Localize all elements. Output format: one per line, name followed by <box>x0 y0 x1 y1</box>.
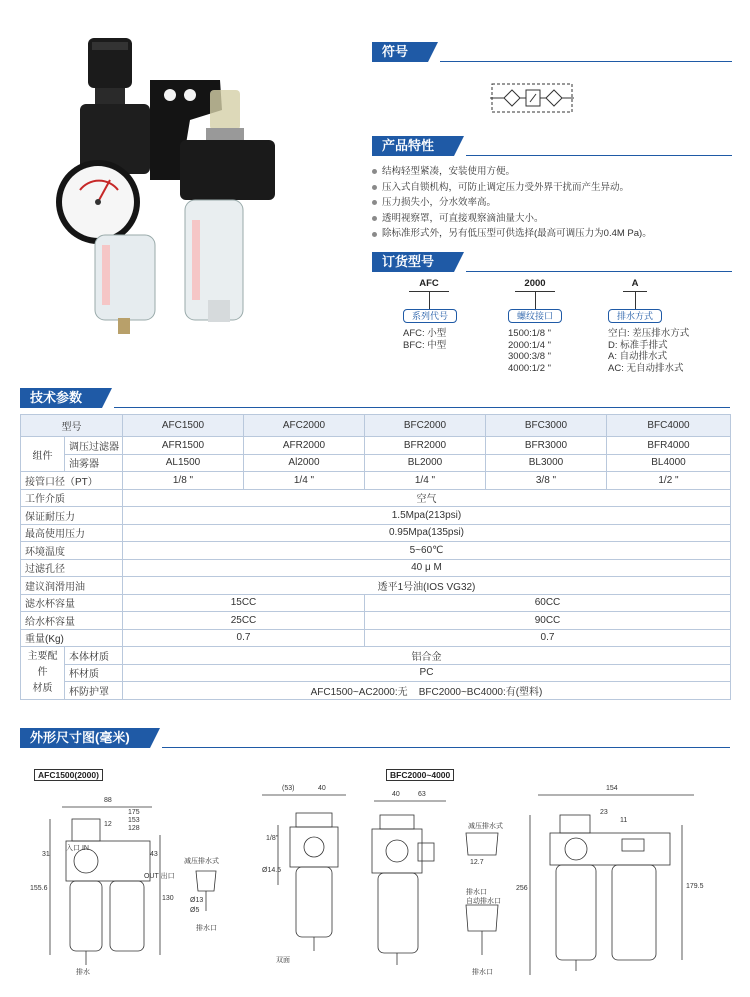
table-row: 杯材质 PC <box>21 664 731 682</box>
section-features-title: 产品特性 <box>372 136 454 156</box>
section-symbol-title: 符号 <box>372 42 428 62</box>
series-desc: AFC: 小型 BFC: 中型 <box>403 328 447 351</box>
table-row: 接管口径（PT） 1/8 " 1/4 " 1/4 " 3/8 " 1/2 " <box>21 472 731 490</box>
table-row: 杯防护罩 AFC1500~AC2000:无 BFC2000~BC4000:有(塑料) <box>21 682 731 700</box>
list-item: 除标准形式外，另有低压型可供选择(最高可调压力为0.4M Pa)。 <box>372 226 732 242</box>
table-row: 滤水杯容量 15CC 60CC <box>21 594 731 612</box>
drawing-label-bfc: BFC2000~4000 <box>386 769 454 781</box>
table-row: 主要配件 材质 本体材质 铝合金 <box>21 647 731 665</box>
table-row: 建议润滑用油 透平1号油(IOS VG32) <box>21 577 731 595</box>
list-item: 压入式自锁机构，可防止调定压力受外界干扰而产生异动。 <box>372 180 732 196</box>
auto-drain-label: 自动排水口 <box>466 898 501 905</box>
section-specs-title: 技术参数 <box>20 388 102 408</box>
two-side-label: 双面 <box>276 957 290 964</box>
table-row: 环境温度 5~60℃ <box>21 542 731 560</box>
dimension-drawings: AFC1500(2000) BFC2000~4000 88 175 153 128 12 31 43 155.6 130 Ø13 Ø5 减压排水式 排水口 排水 入口 IN OUT 出口 (53) 40 40 63 1/8" Ø14.5 双面 减压排水式 排水口 自动排水口 排水口 154 23 11 179.5 256 12.7 <box>0 755 750 997</box>
order-box-drain: 排水方式 <box>608 309 662 323</box>
section-symbol <box>372 42 732 62</box>
section-order-title: 订货型号 <box>372 252 454 272</box>
order-box-series: 系列代号 <box>403 309 457 323</box>
table-row: 最高使用压力 0.95Mpa(135psi) <box>21 524 731 542</box>
product-photo <box>40 30 280 340</box>
section-specs <box>20 388 730 408</box>
section-dimensions <box>20 728 730 748</box>
table-row: 型号 AFC1500 AFC2000 BFC2000 BFC3000 BFC4000 <box>21 415 731 437</box>
order-code-drain: A <box>631 278 639 289</box>
order-code-diagram <box>395 278 745 378</box>
table-row: 工作介质 空气 <box>21 489 731 507</box>
order-box-port: 螺纹接口 <box>508 309 562 323</box>
table-row: 油雾器 AL1500 Al2000 BL2000 BL3000 BL4000 <box>21 454 731 472</box>
drain-type-label: 减压排水式 <box>184 858 219 865</box>
table-row: 保证耐压力 1.5Mpa(213psi) <box>21 507 731 525</box>
bullet-icon <box>372 216 377 221</box>
drawing-label-afc: AFC1500(2000) <box>34 769 103 781</box>
table-row: 重量(Kg) 0.7 0.7 <box>21 629 731 647</box>
table-row: 组件 调压过滤器 AFR1500 AFR2000 BFR2000 BFR3000 BFR4000 <box>21 437 731 455</box>
port-desc: 1500:1/8 " 2000:1/4 " 3000:3/8 " 4000:1/2 " <box>508 328 551 374</box>
bullet-icon <box>372 185 377 190</box>
order-code-port: 2000 <box>524 278 546 289</box>
list-item: 透明视察罩，可直接观察滴油量大小。 <box>372 211 732 227</box>
table-row: 给水杯容量 25CC 90CC <box>21 612 731 630</box>
list-item: 结构轻型紧凑，安装使用方便。 <box>372 164 732 180</box>
bullet-icon <box>372 200 377 205</box>
bullet-icon <box>372 169 377 174</box>
list-item: 压力损失小，分水效率高。 <box>372 195 732 211</box>
section-features <box>372 136 732 156</box>
pneumatic-symbol-icon <box>490 80 574 116</box>
drain-port-label: 排水口 <box>196 925 217 932</box>
technical-drawing-icon <box>0 755 750 997</box>
section-order <box>372 252 732 272</box>
drain-desc: 空白: 差压排水方式 D: 标准手排式 A: 自动排水式 AC: 无自动排水式 <box>608 328 690 374</box>
table-row: 过滤孔径 40 μ M <box>21 559 731 577</box>
section-dimensions-title: 外形尺寸图(毫米) <box>20 728 150 748</box>
spec-table <box>20 414 731 700</box>
bullet-icon <box>372 232 377 237</box>
drain-label: 排水 <box>76 969 90 976</box>
feature-list <box>372 164 732 242</box>
order-code-series: AFC <box>419 278 439 289</box>
